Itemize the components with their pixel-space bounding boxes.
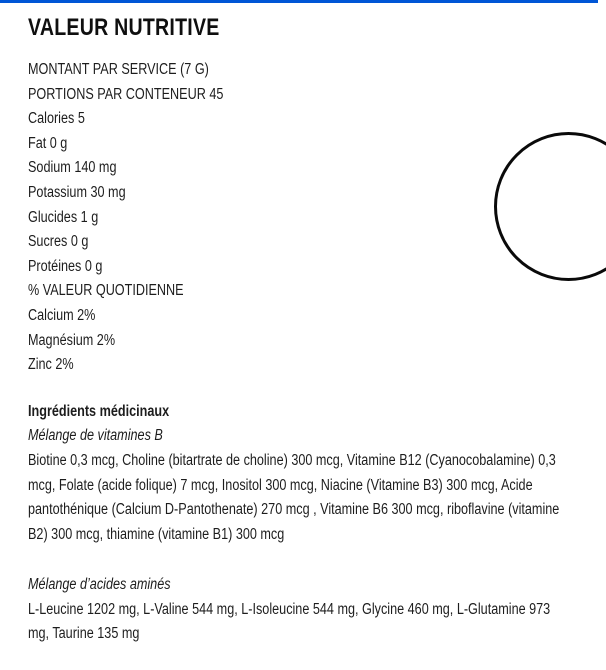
fact-line: Glucides 1 g — [28, 208, 99, 226]
fact-line: PORTIONS PAR CONTENEUR 45 — [28, 85, 224, 103]
label-title: VALEUR NUTRITIVE — [28, 14, 220, 41]
amino-blend-text: L-Leucine 1202 mg, L-Valine 544 mg, L-Isoleucine 544 mg, Glycine 460 mg, L-Glutamine 973 mg, Taurine 135 mg — [28, 600, 551, 643]
fact-line: Calcium 2% — [28, 306, 96, 324]
amino-blend-heading: Mélange d’acides aminés — [28, 576, 171, 594]
vitamin-blend-heading: Mélange de vitamines B — [28, 427, 163, 445]
fact-line: Magnésium 2% — [28, 331, 116, 349]
fact-line: Sucres 0 g — [28, 233, 89, 251]
fact-line: Fat 0 g — [28, 134, 68, 152]
nutrition-label — [28, 12, 566, 647]
fact-line: Potassium 30 mg — [28, 183, 126, 201]
fact-line: MONTANT PAR SERVICE (7 G) — [28, 61, 209, 78]
nutrition-facts-list — [28, 58, 566, 378]
fact-line: Zinc 2% — [28, 356, 74, 374]
fact-line: Protéines 0 g — [28, 257, 103, 275]
medicinal-ingredients-heading: Ingrédients médicinaux — [28, 402, 170, 420]
vitamin-blend-text: Biotine 0,3 mcg, Choline (bitartrate de choline) 300 mcg, Vitamine B12 (Cyanocobalamine) 0,3 mcg, Folate (acide folique) 7 mcg, Inositol 300 mcg, Niacine (Vitamine B3) 300 mcg, Acide pantothénique (Calcium D-Pantothenate) 270 mcg , Vitamine B6 300 mcg, riboflavine (vitamine B2) 300 mcg, thiamine (vitamine B1) 300 mcg — [28, 451, 560, 543]
top-accent-bar — [0, 0, 598, 3]
fact-line: Sodium 140 mg — [28, 159, 117, 177]
fact-line: Calories 5 — [28, 110, 85, 128]
fact-line: % VALEUR QUOTIDIENNE — [28, 282, 184, 300]
